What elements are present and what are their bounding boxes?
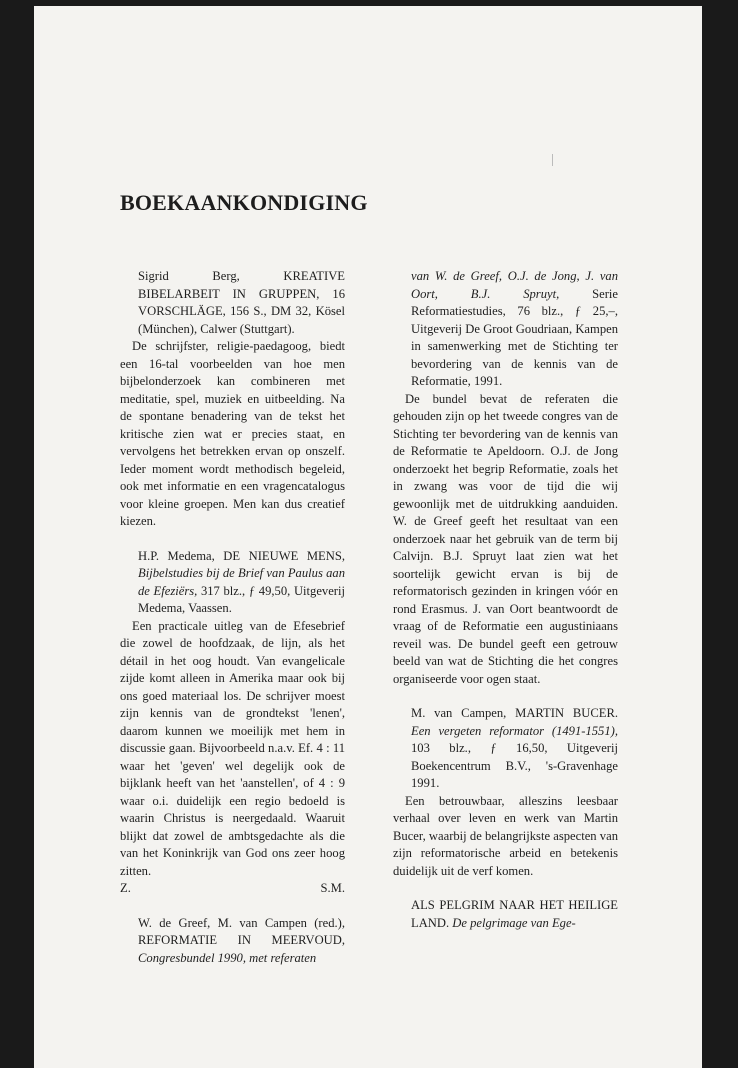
signature-left: Z. <box>120 881 131 895</box>
page-title: BOEKAANKONDIGING <box>120 190 368 215</box>
review-body-medema: Een practicale uitleg van de Efesebrief die zowel de hoofdzaak, de lijn, als het détail in het oog houdt. Van evangelicale zijde komt alleen in Amerika maar ook bij ons goed materiaal los. De schrijver moest zijn kennis van de grondtekst 'lenen', daarom kunnen we moeilijk met hem in discussie gaan. Bijvoorbeeld n.a.v. Ef. 4 : 11 waar het 'geven' wel degelijk ook de bijklank heeft van het 'aanstellen', of 4 : 9 waar o.i. duidelijk een regio bedoeld is waarin Christus is neergedaald. Waaruit blijkt dat zowel de ambtsgedachte als die van het Koninkrijk van God ons zeer hoog zitten. <box>120 618 345 878</box>
review-entry-greef: W. de Greef, M. van Campen (red.), REFORMATIE IN MEERVOUD, Congresbundel 1990, met referaten <box>138 915 345 965</box>
review-body-greef: De bundel bevat de referaten die gehouden zijn op het tweede congres van de Stichting ter bevordering van de kennis van de Reformatie te Apeldoorn. O.J. de Jong onderzoekt het begrip Reformatie, zoals het in zwang was voor de tijd die wij gewoonlijk met de uitdrukking aanduiden. W. de Greef geeft het resultaat van een onderzoek naar het gebruik van de term bij Calvijn. B.J. Spruyt laat zien wat het soortelijk gewicht ervan is bij de reformatorisch gezinden in kringen vóór en rond Erasmus. J. van Oort beantwoordt de vraag of de Reformatie een augustiniaans reveil was. De bundel geeft een getrouw beeld van wat de Stichting die het congres organiseerde voor ogen staat. <box>393 391 618 686</box>
review-entry-pelgrim: ALS PELGRIM NAAR HET HEILIGE LAND. De pelgrimage van Ege- <box>411 898 618 930</box>
right-column <box>393 268 618 932</box>
page <box>34 6 702 1068</box>
review-entry-campen: M. van Campen, MARTIN BUCER. Een vergeten reformator (1491-1551), 103 blz., ƒ 16,50, Uitgeverij Boekencentrum B.V., 's-Gravenhage 1991. <box>411 706 618 790</box>
review-entry-medema: H.P. Medema, DE NIEUWE MENS, Bijbelstudies bij de Brief van Paulus aan de Efeziërs, 317 blz., ƒ 49,50, Uitgeverij Medema, Vaassen. <box>138 548 346 615</box>
review-body-campen: Een betrouwbaar, alleszins leesbaar verhaal over leven en werk van Martin Bucer, waarbij de belangrijkste aspecten van zijn reformatorische arbeid en betekenis duidelijk uit de verf komen. <box>393 793 618 878</box>
review-body-berg: De schrijfster, religie-paedagoog, biedt een 16-tal voorbeelden van hoe men bijbelonderzoek kan combineren met meditatie, spel, muziek en uitbeelding. Na de spontane benadering van de tekst het kritische zien wat er precies staat, en vervolgens het betrekken ervan op onszelf. Ieder moment wordt methodisch begeleid, ook met informatie en een vragencatalogus voor kleine groepen. Men kan dus creatief kiezen. <box>120 339 345 528</box>
review-signature <box>120 880 345 898</box>
review-entry-greef-cont: van W. de Greef, O.J. de Jong, J. van Oort, B.J. Spruyt, Serie Reformatiestudies, 76 blz., ƒ 25,–, Uitgeverij De Groot Goudriaan, Kampen in samenwerking met de Stichting ter bevordering van de kennis van de Reformatie, 1991. <box>411 269 618 388</box>
scan-mark <box>552 154 553 166</box>
review-entry-berg: Sigrid Berg, KREATIVE BIBELARBEIT IN GRUPPEN, 16 VORSCHLÄGE, 156 S., DM 32, Kösel (München), Calwer (Stuttgart). <box>138 269 345 336</box>
signature-right: S.M. <box>320 881 345 895</box>
left-column <box>120 268 345 967</box>
